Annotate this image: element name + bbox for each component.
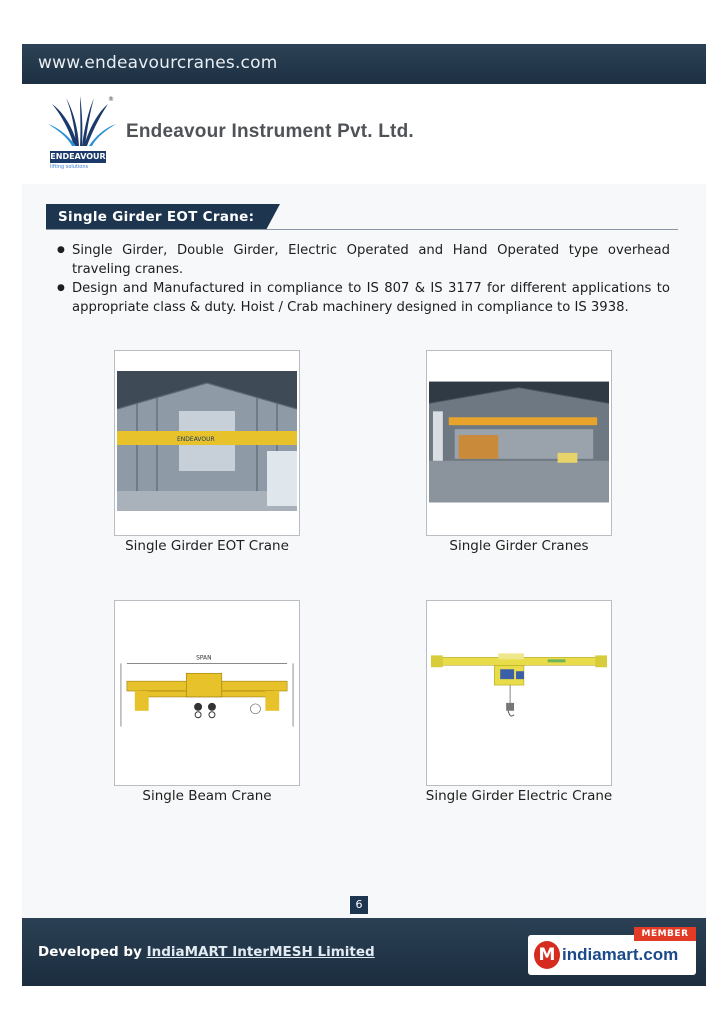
- header: [22, 84, 706, 184]
- website-url[interactable]: www.endeavourcranes.com: [38, 53, 278, 73]
- brochure-page: [22, 44, 706, 986]
- member-badge: MEMBER: [634, 927, 696, 941]
- footer: [22, 918, 706, 986]
- product-caption: Single Beam Crane: [142, 788, 272, 804]
- section-title: Single Girder EOT Crane:: [46, 204, 266, 230]
- single-girder-eot-crane-photo[interactable]: [117, 371, 297, 511]
- registered-mark: ®: [108, 96, 114, 103]
- product-caption: Single Girder Electric Crane: [425, 788, 613, 804]
- developed-by-label: Developed by: [38, 944, 142, 960]
- product-caption: Single Girder Cranes: [449, 538, 589, 554]
- company-name: Endeavour Instrument Pvt. Ltd.: [126, 121, 414, 142]
- product-card-single-beam-crane: [114, 600, 300, 786]
- single-girder-cranes-photo[interactable]: [429, 381, 609, 503]
- list-item: ● Single Girder, Double Girder, Electric Operated and Hand Operated type overhead traveling cranes.: [58, 241, 670, 279]
- list-item: ● Design and Manufactured in compliance to IS 807 & IS 3177 for different applications to appropriate class & duty. Hoist / Crab machinery designed in compliance to IS 3938.: [58, 279, 670, 317]
- section-divider: [46, 229, 678, 230]
- single-girder-electric-crane-drawing[interactable]: [429, 651, 609, 731]
- indiamart-logo-text: indiamart.com: [562, 945, 679, 964]
- developed-by: [38, 944, 375, 960]
- feature-list: [58, 241, 670, 317]
- indiamart-badge-icon: M: [534, 941, 560, 969]
- product-caption: Single Girder EOT Crane: [125, 538, 289, 554]
- single-beam-crane-drawing[interactable]: [117, 651, 297, 735]
- page-number: 6: [350, 896, 368, 914]
- indiamart-logo[interactable]: [528, 935, 696, 975]
- top-bar: [22, 44, 706, 84]
- crane-brand-text: ENDEAVOUR: [177, 436, 215, 443]
- logo-text: ENDEAVOUR: [50, 152, 106, 161]
- product-card-single-girder-cranes: [426, 350, 612, 536]
- drawing-span-label: SPAN: [196, 654, 212, 662]
- developer-link[interactable]: IndiaMART InterMESH Limited: [146, 944, 375, 960]
- logo-tagline: lifting solutions: [50, 164, 89, 170]
- endeavour-logo: [44, 94, 124, 176]
- product-card-single-girder-eot-crane: [114, 350, 300, 536]
- product-card-single-girder-electric-crane: [426, 600, 612, 786]
